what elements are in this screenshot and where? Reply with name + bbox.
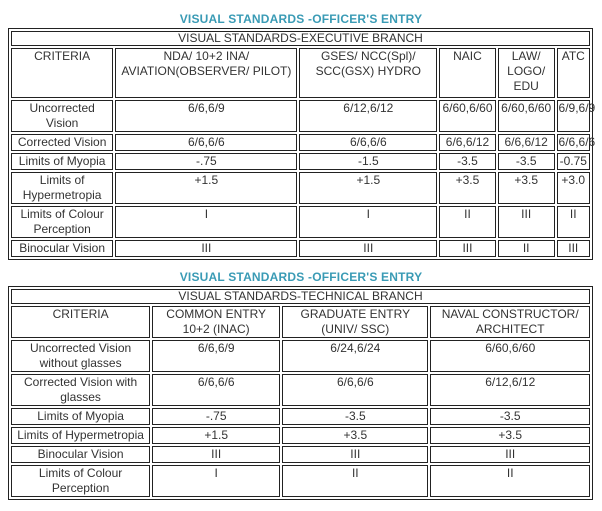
exec-cell: +3.5 <box>498 172 555 204</box>
tech-table <box>8 286 593 500</box>
exec-cell: I <box>299 206 437 238</box>
exec-row-label: Limits of Colour Perception <box>11 206 113 238</box>
tech-title: VISUAL STANDARDS -OFFICER'S ENTRY <box>179 270 423 284</box>
table-row <box>11 240 590 257</box>
exec-cell: 6/6,6/6 <box>115 134 297 151</box>
tech-cell: 6/6,6/6 <box>152 374 280 406</box>
tech-branch-heading: VISUAL STANDARDS-TECHNICAL BRANCH <box>11 289 590 304</box>
table-row <box>11 374 590 406</box>
table-row <box>11 172 590 204</box>
table-row <box>11 408 590 425</box>
tech-cell: 6/12,6/12 <box>430 374 590 406</box>
tech-row-label: Corrected Vision with glasses <box>11 374 150 406</box>
exec-cell: 6/6,6/9 <box>115 100 297 132</box>
table-row <box>11 153 590 170</box>
exec-cell: +3.0 <box>557 172 590 204</box>
exec-cell: III <box>557 240 590 257</box>
tech-cell: III <box>282 446 428 463</box>
tech-row-label: Uncorrected Vision without glasses <box>11 340 150 372</box>
exec-cell: II <box>557 206 590 238</box>
exec-cell: -0.75 <box>557 153 590 170</box>
exec-cell: III <box>498 206 555 238</box>
exec-title: VISUAL STANDARDS -OFFICER'S ENTRY <box>179 12 423 26</box>
tech-header-common-entry: COMMON ENTRY 10+2 (INAC) <box>152 306 280 338</box>
exec-cell: 6/12,6/12 <box>299 100 437 132</box>
exec-row-label: Limits of Myopia <box>11 153 113 170</box>
exec-cell: -1.5 <box>299 153 437 170</box>
exec-cell: -.75 <box>115 153 297 170</box>
table-row <box>11 446 590 463</box>
exec-cell: +3.5 <box>439 172 496 204</box>
tech-cell: III <box>152 446 280 463</box>
tech-cell: -3.5 <box>430 408 590 425</box>
exec-cell: III <box>115 240 297 257</box>
tech-cell: I <box>152 465 280 497</box>
exec-header-gses: GSES/ NCC(Spl)/ SCC(GSX) HYDRO <box>299 48 437 98</box>
exec-cell: II <box>498 240 555 257</box>
exec-cell: 6/9,6/9 <box>557 100 590 132</box>
tech-header-naval-constructor: NAVAL CONSTRUCTOR/ ARCHITECT <box>430 306 590 338</box>
exec-cell: 6/6,6/12 <box>439 134 496 151</box>
table-row <box>11 340 590 372</box>
exec-cell: 6/6,6/6 <box>558 135 596 149</box>
exec-cell: I <box>115 206 297 238</box>
exec-row-label: Binocular Vision <box>11 240 113 257</box>
tech-cell: -3.5 <box>282 408 428 425</box>
exec-branch-heading: VISUAL STANDARDS-EXECUTIVE BRANCH <box>11 31 590 46</box>
exec-cell: +1.5 <box>299 172 437 204</box>
tech-header-graduate-entry: GRADUATE ENTRY (UNIV/ SSC) <box>282 306 428 338</box>
tech-cell: 6/24,6/24 <box>282 340 428 372</box>
exec-cell: III <box>439 240 496 257</box>
tech-cell: +3.5 <box>282 427 428 444</box>
tech-cell: 6/6,6/6 <box>282 374 428 406</box>
exec-cell: -3.5 <box>439 153 496 170</box>
exec-header-atc: ATC <box>557 48 590 98</box>
exec-header-nda: NDA/ 10+2 INA/ AVIATION(OBSERVER/ PILOT) <box>115 48 297 98</box>
tech-cell: II <box>282 465 428 497</box>
exec-cell: -3.5 <box>498 153 555 170</box>
table-row <box>11 465 590 497</box>
tech-row-label: Binocular Vision <box>11 446 150 463</box>
exec-cell: +1.5 <box>115 172 297 204</box>
exec-row-label: Corrected Vision <box>11 134 113 151</box>
table-row <box>11 100 590 132</box>
tech-row-label: Limits of Myopia <box>11 408 150 425</box>
tech-row-label: Limits of Colour Perception <box>11 465 150 497</box>
tech-header-criteria: CRITERIA <box>11 306 150 338</box>
exec-cell: 6/6,6/6 <box>299 134 437 151</box>
tech-cell: II <box>430 465 590 497</box>
exec-cell: II <box>439 206 496 238</box>
tech-cell: 6/60,6/60 <box>430 340 590 372</box>
exec-cell: 6/60,6/60 <box>439 100 496 132</box>
tech-row-label: Limits of Hypermetropia <box>11 427 150 444</box>
tech-cell: +1.5 <box>152 427 280 444</box>
tech-cell: +3.5 <box>430 427 590 444</box>
exec-header-criteria: CRITERIA <box>11 48 113 98</box>
tech-cell: III <box>430 446 590 463</box>
exec-cell: III <box>299 240 437 257</box>
table-row <box>11 427 590 444</box>
exec-row-label: Uncorrected Vision <box>11 100 113 132</box>
tech-cell: 6/6,6/9 <box>152 340 280 372</box>
exec-cell: 6/60,6/60 <box>498 100 555 132</box>
exec-row-label: Limits of Hypermetropia <box>11 172 113 204</box>
exec-header-naic: NAIC <box>439 48 496 98</box>
exec-table <box>8 28 596 260</box>
exec-header-law: LAW/ LOGO/ EDU <box>498 48 555 98</box>
tech-cell: -.75 <box>152 408 280 425</box>
exec-cell: 6/6,6/12 <box>498 134 555 151</box>
table-row <box>11 134 590 151</box>
table-row <box>11 206 590 238</box>
